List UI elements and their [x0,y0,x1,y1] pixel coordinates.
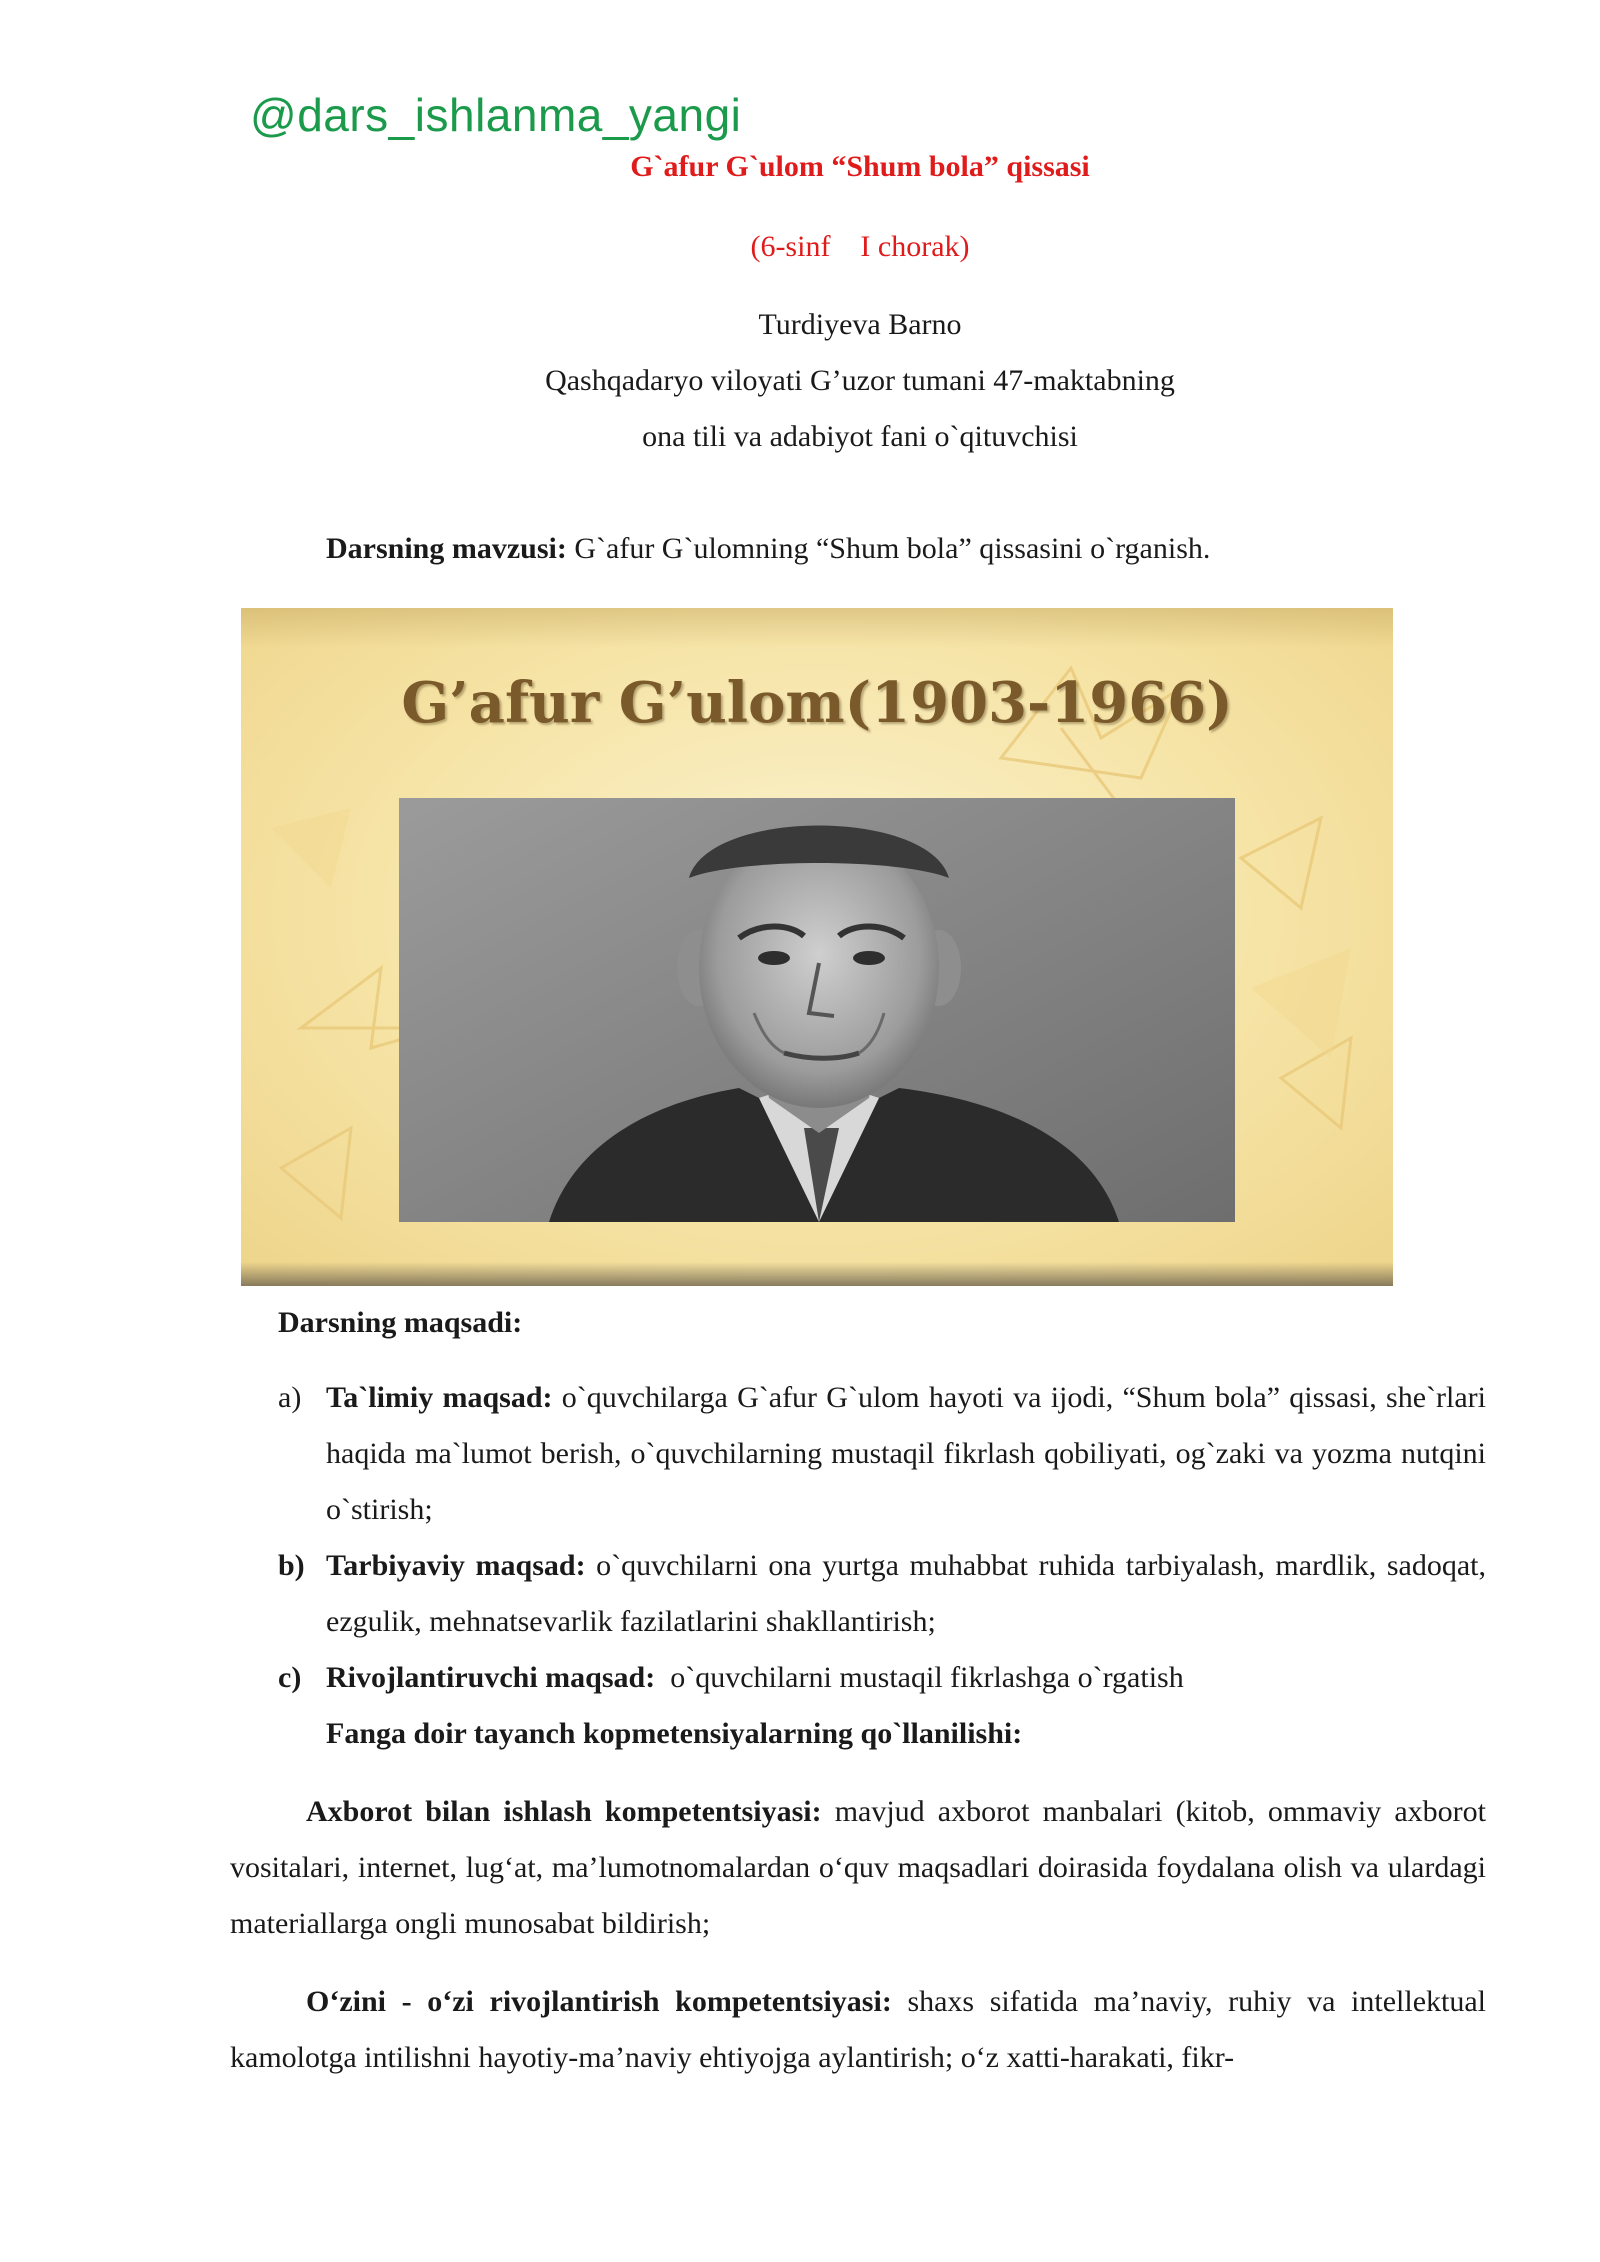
goal-c-marker: c) [278,1661,302,1694]
competency-info-text: mavjud axborot manbalari (kitob, ommaviy axborot vositalari, internet, lug‘at, ma’lumotnomalardan o‘quv maqsadlari doirasida foydalana olish va ulardagi materiallarga ongli munosabat bildirish; [230,1795,1486,1940]
goal-c-text: o`quvchilarni mustaqil fikrlashga o`rgatish [655,1661,1184,1694]
goal-b-label: Tarbiyaviy maqsad: [326,1549,586,1582]
topic-label: Darsning mavzusi: [326,532,567,565]
competency-self [230,1974,1486,2086]
competency-info-label: Axborot bilan ishlash kompetentsiyasi: [306,1795,822,1828]
goal-c [326,1650,1486,1706]
goal-a-marker: a) [278,1381,302,1414]
competency-self-label: O‘zini - o‘zi rivojlantirish kompetentsiyasi: [306,1985,892,2018]
topic-text: G`afur G`ulomning “Shum bola” qissasini o`rganish. [566,532,1211,565]
goal-b-text: o`quvchilarni ona yurtga muhabbat ruhida tarbiyalash, mardlik, sadoqat, ezgulik, mehnatsevarlik fazilatlarini shakllantirish; [326,1549,1486,1638]
goal-b [326,1538,1486,1650]
school-line: Qashqadaryo viloyati G’uzor tumani 47-maktabning [545,364,1175,397]
document-title: G`afur G`ulom “Shum bola” qissasi [630,150,1090,183]
portrait-illustration [399,798,1235,1222]
goal-a-label: Ta`limiy maqsad: [326,1381,553,1414]
competency-self-text: shaxs sifatida ma’naviy, ruhiy va intellektual kamolotga intilishni hayotiy-ma’naviy ehtiyojga aylantirish; o‘z xatti-harakati, fikr- [230,1985,1486,2074]
competencies-heading: Fanga doir tayanch kopmetensiyalarning qo`llanilishi: [326,1717,1023,1750]
subject-line: ona tili va adabiyot fani o`qituvchisi [642,420,1078,453]
competency-info [230,1784,1486,1952]
goal-a [326,1370,1486,1538]
portrait-photo [399,798,1235,1222]
goal-b-marker: b) [278,1549,305,1582]
author-name: Turdiyeva Barno [758,308,962,341]
goal-a-text: o`quvchilarga G`afur G`ulom hayoti va ijodi, “Shum bola” qissasi, she`rlari haqida ma`lumot berish, o`quvchilarning mustaqil fikrlash qobiliyati, og`zaki va yozma nutqini o`stirish; [326,1381,1486,1526]
channel-handle: @dars_ishlanma_yangi [250,89,742,141]
goal-c-label: Rivojlantiruvchi maqsad: [326,1661,656,1694]
goals-heading: Darsning maqsadi: [278,1306,523,1339]
lesson-topic [326,532,1210,566]
grade-subtitle: (6-sinf I chorak) [750,230,970,263]
portrait-slide [241,608,1393,1286]
slide-title: G’afur G’ulom(1903-1966) [401,670,1233,736]
